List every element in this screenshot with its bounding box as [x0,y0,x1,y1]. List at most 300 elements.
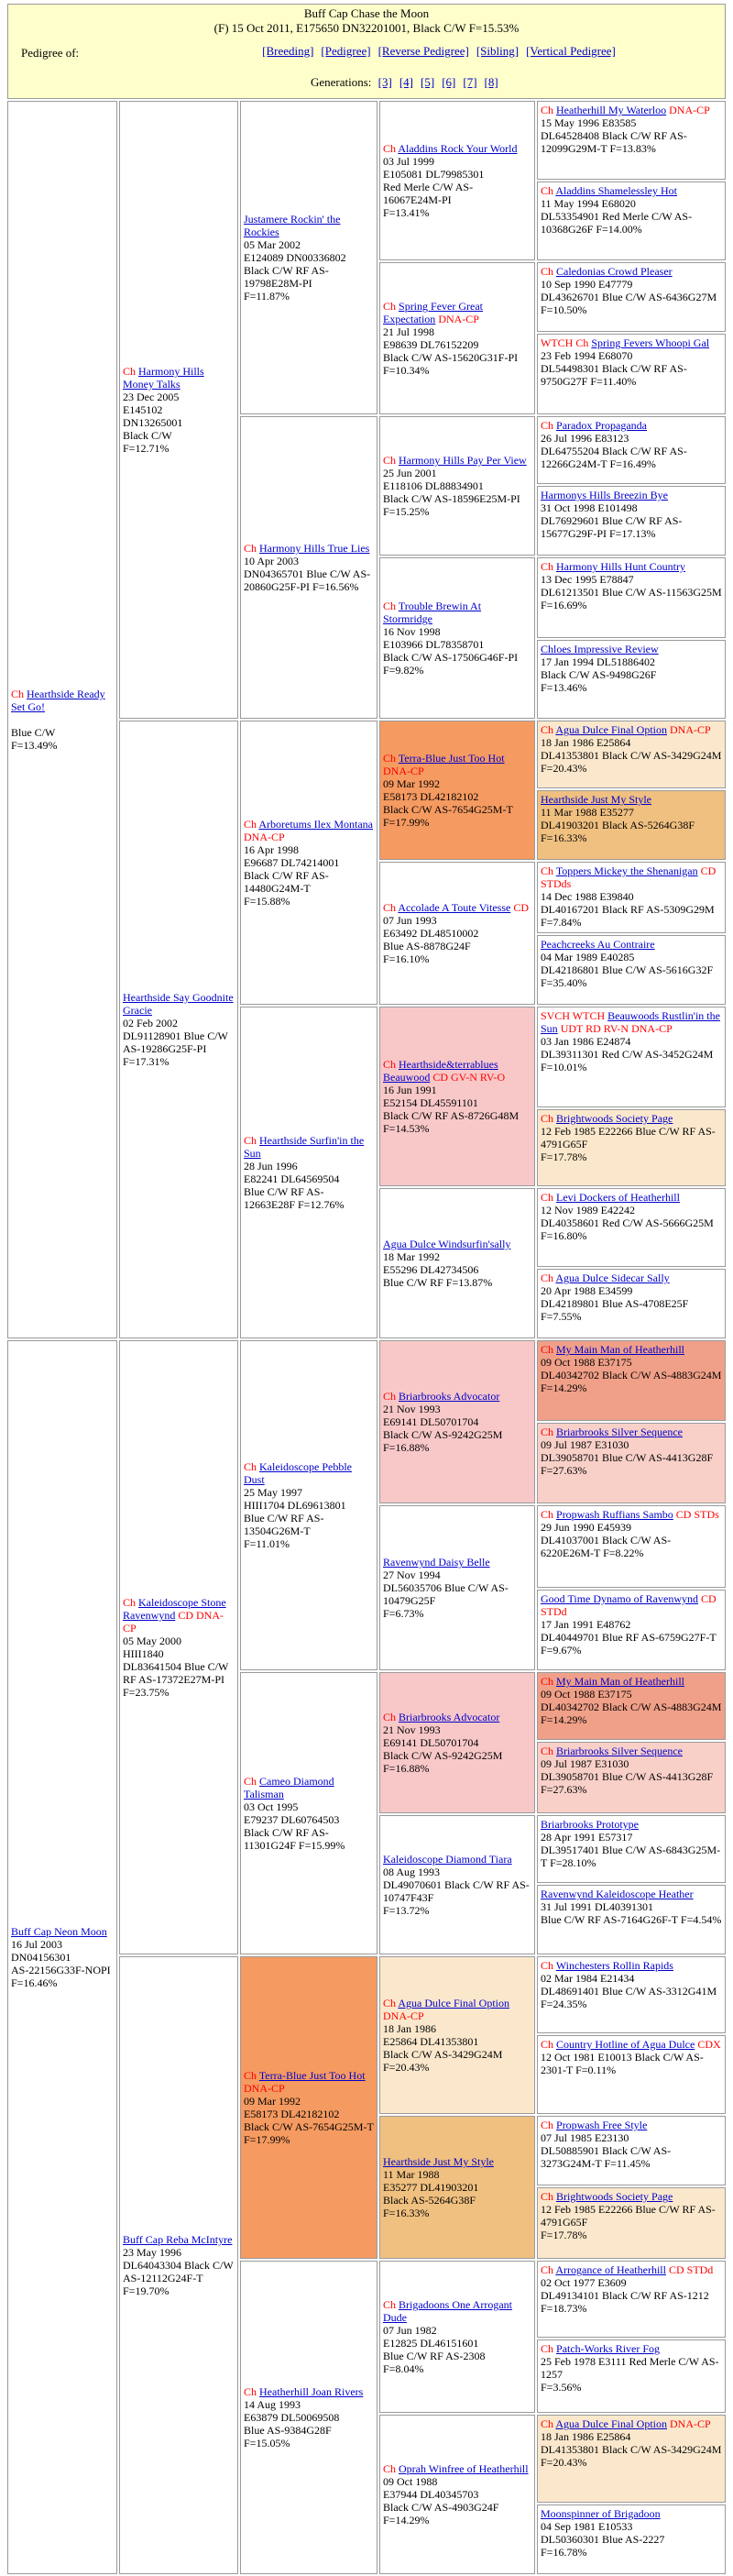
dog-name-link[interactable]: Oprah Winfree of Heatherhill [399,2462,529,2475]
dog-name-link[interactable]: Trouble Brewin At Stormridge [383,600,482,625]
dog-name-link[interactable]: Winchesters Rollin Rapids [555,1959,673,1972]
pedigree-cell [537,2339,726,2413]
dog-name-line [541,489,722,501]
dog-detail-line: 26 Jul 1996 E83123 [541,432,629,445]
dog-detail-line: 09 Mar 1992 [244,2095,301,2108]
dog-name-line [541,1745,722,1757]
dog-detail-line: DL64755204 Black C/W RF AS-12266G24M-T F=16.49% [541,445,687,470]
dog-name-link[interactable]: Accolade A Toute Vitesse [398,901,511,914]
dog-detail-line: 25 Feb 1978 E3111 Red Merle C/W AS-1257 [541,2355,719,2381]
dog-detail-line [11,713,114,726]
dog-detail-line: 02 Mar 1984 E21434 [541,1972,635,1985]
dog-name-line [541,643,722,655]
dog-name-line [541,2507,722,2520]
dog-detail-line: DL39311301 Red C/W AS-3452G24M F=10.01% [541,1048,714,1073]
pedigree-cell [7,1340,117,2574]
champion-prefix: SVCH WTCH [541,1009,606,1022]
dog-name-link[interactable]: Hearthside&terrablues Beauwood [383,1058,498,1084]
dog-name-link[interactable]: Hearthside Ready Set Go! [11,688,105,713]
dog-name-line [244,542,374,555]
dog-name-link[interactable]: Briarbrooks Silver Sequence [556,1426,683,1438]
champion-prefix: Ch [383,600,397,612]
dog-title-suffix: DNA-CP [244,2082,285,2095]
dog-name-link[interactable]: Agua Dulce Sidecar Sally [555,1271,670,1284]
dog-detail-line: 16 Jun 1991 [383,1084,437,1096]
pedigree-cell [537,486,726,556]
champion-prefix: Ch [383,1058,397,1071]
dog-name-line [383,1390,531,1403]
generation-3-link[interactable]: [3] [377,75,392,89]
champion-prefix: Ch [541,1112,554,1125]
dog-name-link[interactable]: Agua Dulce Final Option [555,723,668,736]
dog-name-link[interactable]: Briarbrooks Advocator [399,1390,500,1403]
dog-detail-line: 10 Sep 1990 E47779 [541,278,633,291]
dog-name-line [541,1508,722,1521]
dog-detail-line: F=15.25% [383,505,430,518]
dog-name-line [383,901,531,914]
champion-prefix: Ch [541,1426,554,1438]
champion-prefix: Ch [383,1997,397,2009]
pedigree-cell [537,262,726,332]
dog-detail-line: Black AS-5264G38F [383,2194,476,2207]
dog-name-line [541,938,722,951]
dog-detail-line: DL41353801 Black C/W AS-3429G24M F=20.43% [541,2443,722,2469]
dog-name-link[interactable]: Propwash Ruffians Sambo [556,1508,673,1521]
champion-prefix: Ch [541,1271,554,1284]
dog-name-line [541,336,722,349]
dog-name-link[interactable]: Spring Fever Great Expectation [383,300,483,325]
dog-detail-line: DN04365701 Blue C/W AS-20860G25F-PI F=16.56% [244,567,371,593]
dog-name-link[interactable]: Ravenwynd Kaleidoscope Heather [541,1888,694,1900]
pedigree-cell [379,416,535,556]
dog-name-link[interactable]: Kaleidoscope Stone Ravenwynd [123,1596,226,1622]
dog-name-link[interactable]: Ravenwynd Daisy Belle [383,1556,490,1569]
pedigree-cell [537,1188,726,1267]
pedigree-cell [537,2187,726,2259]
dog-name-line [541,2190,722,2203]
dog-name-link[interactable]: Harmony Hills Pay Per View [399,454,527,467]
dog-name-line [541,2417,722,2430]
dog-name-link[interactable]: Harmonys Hills Breezin Bye [541,489,668,501]
dog-name-link[interactable]: Cameo Diamond Talisman [244,1775,334,1800]
champion-prefix: Ch [383,2298,397,2311]
dog-name-link[interactable]: Harmony Hills Hunt Country [556,560,686,573]
pedigree-cell [379,1505,535,1670]
dog-detail-line: F=12.71% [123,442,170,455]
pedigree-cell [537,935,726,1005]
pedigree-cell [379,1672,535,1813]
dog-name-line [244,1134,374,1160]
dog-detail-line: 16 Nov 1998 [383,625,441,638]
dog-detail-line: 09 Oct 1988 E37175 [541,1356,632,1369]
pedigree-cell [379,2261,535,2413]
dog-detail-line: F=17.99% [244,2133,290,2146]
dog-detail-line: DL40167201 Black RF AS-5309G29M F=7.84% [541,903,715,929]
dog-name-link[interactable]: Briarbrooks Advocator [399,1711,500,1723]
pedigree-cell [240,101,377,414]
dog-detail-line: 25 Jun 2001 [383,467,437,479]
dog-detail-line: DL53354901 Red Merle C/W AS-10368G26F F=14.00% [541,210,693,236]
dog-detail-line: DL41037001 Black C/W AS-6220E26M-T F=8.22% [541,1534,672,1559]
dog-detail-line: 03 Oct 1995 [244,1800,299,1813]
dog-detail-line: F=8.04% [383,2362,424,2375]
dog-name-link[interactable]: Agua Dulce Final Option [555,2417,668,2430]
dog-name-line [541,104,722,116]
dog-detail-line: F=15.88% [244,895,290,908]
dog-detail-line: 09 Jul 1987 E31030 [541,1757,629,1770]
dog-name-link[interactable]: Spring Fevers Whoopi Gal [591,336,710,349]
dog-name-line [541,1009,722,1035]
champion-prefix: Ch [541,1508,554,1521]
pedigree-cell [537,1269,726,1338]
dog-name-link[interactable]: Heatherhill Joan Rivers [259,2385,364,2398]
pedigree-cell [537,182,726,260]
dog-name-link[interactable]: Agua Dulce Final Option [398,1997,510,2009]
champion-prefix: Ch [383,1390,397,1403]
pedigree-cell [240,1340,377,1670]
dog-detail-line: 07 Jun 1982 [383,2324,437,2337]
dog-detail-line: 23 May 1996 [123,2246,181,2259]
dog-name-link[interactable]: Hearthside Just My Style [383,2155,494,2168]
dog-name-link[interactable]: Briarbrooks Prototype [541,1818,639,1831]
champion-prefix: Ch [541,723,554,736]
pedigree-cell [537,1505,726,1588]
champion-prefix: Ch [541,265,554,278]
pedigree-cell [537,1007,726,1107]
dog-detail-line: 07 Jul 1985 E23130 [541,2131,629,2144]
dog-name-line [541,723,722,736]
dog-name-line [541,2038,722,2051]
dog-name-link[interactable]: My Main Man of Heatherhill [556,1343,684,1356]
dog-name-line [244,2385,374,2398]
dog-detail-line: F=16.78% [541,2546,587,2559]
dog-name-line [541,1592,722,1618]
dog-detail-line: 21 Jul 1998 [383,325,435,338]
dog-detail-line: Black C/W AS-7654G25M-T [244,2120,374,2133]
dog-name-line [541,560,722,573]
dog-name-link[interactable]: Propwash Free Style [556,2119,648,2131]
pedigree-cell [537,2116,726,2185]
dog-detail-line: 03 Jan 1986 E24874 [541,1035,631,1048]
dog-name-link[interactable]: Chloes Impressive Review [541,643,659,655]
generation-8-link[interactable]: [8] [484,75,498,89]
pedigree-cell [240,416,377,719]
champion-prefix: Ch [123,1596,137,1609]
dog-name-link[interactable]: Kaleidoscope Pebble Dust [244,1460,352,1486]
pedigree-header [7,4,726,99]
generations-selector [311,76,502,89]
dog-name-link[interactable]: My Main Man of Heatherhill [556,1675,684,1688]
dog-name-link[interactable]: Country Hotline of Agua Dulce [556,2038,695,2051]
dog-name-line [541,1426,722,1438]
pedigree-cell [537,557,726,638]
dog-detail-line: DL41903201 Black AS-5264G38F F=16.33% [541,819,695,844]
dog-name-link[interactable]: Kaleidoscope Diamond Tiara [383,1853,512,1866]
dog-detail-line: Black C/W AS-18596E25M-PI [383,492,520,505]
dog-detail-line: 20 Apr 1988 E34599 [541,1284,633,1297]
dog-detail-line: F=11.87% [244,290,290,303]
dog-detail-line: DL39058701 Blue C/W AS-4413G28F F=27.63% [541,1770,714,1796]
dog-detail-line: 25 May 1997 [244,1486,302,1499]
champion-prefix: Ch [541,864,554,877]
dog-detail-line: DL61213501 Blue C/W AS-11563G25M F=16.69% [541,586,722,611]
pedigree-link[interactable]: [Pedigree] [321,44,371,58]
champion-prefix: Ch [11,688,25,700]
dog-name-link[interactable]: Brightwoods Society Page [556,1112,673,1125]
dog-name-line [541,1112,722,1125]
champion-prefix: Ch [541,419,554,432]
sibling-link[interactable]: [Sibling] [476,44,520,58]
pedigree-cell [379,101,535,260]
dog-title-suffix: UDT RD RV-N DNA-CP [560,1022,673,1035]
dog-name-line [123,1596,235,1635]
dog-detail-line: DL64528408 Black C/W RF AS-12099G29M-T F=13.83% [541,129,687,155]
dog-name-link[interactable]: Harmony Hills True Lies [259,542,370,555]
dog-title-suffix: DNA-CP [438,313,479,325]
dog-detail-line: DL42189801 Blue AS-4708E25F F=7.55% [541,1297,689,1323]
dog-detail-line: Blue AS-9384G28F [244,2424,332,2437]
dog-name-line [244,818,374,843]
dog-detail-line: E58173 DL42182102 [383,790,479,803]
dog-name-link[interactable]: Good Time Dynamo of Ravenwynd [541,1592,698,1605]
dog-detail-line: E58173 DL42182102 [244,2108,340,2120]
dog-detail-line: Black C/W RF AS-11301G24F F=15.99% [244,1826,345,1852]
dog-name-link[interactable]: Beauwoods Rustlin'in the Sun [541,1009,720,1035]
dog-name-line [541,419,722,432]
dog-name-link[interactable]: Heatherhill My Waterloo [556,104,667,116]
dog-name-line [383,2155,531,2168]
dog-name-line [541,2342,722,2355]
dog-detail-line: 12 Feb 1985 E22266 Blue C/W RF AS-4791G65F [541,1125,716,1150]
dog-name-line [383,1238,531,1250]
dog-detail-line: Black C/W AS-3429G24M F=20.43% [383,2048,503,2074]
dog-name-line [541,184,722,197]
champion-prefix: Ch [383,1711,397,1723]
dog-detail-line: 17 Jan 1994 DL51886402 [541,655,655,668]
dog-name-line [244,2069,374,2095]
generations-label: Generations: [311,75,372,89]
dog-detail-line: F=19.70% [123,2284,170,2297]
dog-name-link[interactable]: Buff Cap Neon Moon [11,1925,107,1938]
dog-name-line [541,1888,722,1900]
pedigree-cell [537,1815,726,1883]
pedigree-cell [537,1109,726,1186]
champion-prefix: Ch [541,1191,554,1204]
champion-prefix: Ch [244,1134,257,1147]
dog-detail-line: 18 Jan 1986 [383,2022,436,2035]
dog-detail-line: E103966 DL78358701 [383,638,485,651]
dog-name-link[interactable]: Moonspinner of Brigadoon [541,2507,661,2520]
dog-detail-line: 31 Oct 1998 E101498 [541,501,638,514]
dog-detail-line: E63492 DL48510002 [383,927,479,940]
champion-prefix: Ch [541,2342,554,2355]
dog-detail-line: Black C/W RF AS-14480G24M-T [244,869,329,895]
dog-name-line [244,213,374,238]
pedigree-cell [537,790,726,860]
dog-detail-line: 21 Nov 1993 [383,1723,441,1736]
dog-name-link[interactable]: Brightwoods Society Page [556,2190,673,2203]
dog-name-line [541,1818,722,1831]
pedigree-cell [537,1672,726,1740]
dog-detail-line: DL41353801 Black C/W AS-3429G24M F=20.43% [541,749,722,775]
dog-name-link[interactable]: Aladdins Shamelessley Hot [555,184,678,197]
dog-detail-line: E118106 DL88834901 [383,479,484,492]
reverse-pedigree-link[interactable]: [Reverse Pedigree] [377,44,469,58]
dog-detail-line: 23 Dec 2005 [123,391,180,403]
dog-detail-line: E25864 DL41353801 [383,2035,479,2048]
dog-name-link[interactable]: Aladdins Rock Your World [398,142,518,155]
generation-6-link[interactable]: [6] [442,75,456,89]
dog-name-line [383,1997,531,2022]
dog-detail-line: F=13.41% [383,206,430,219]
champion-prefix: Ch [244,1775,257,1788]
pedigree-cell [379,1007,535,1186]
dog-name-line [383,1853,531,1866]
dog-detail-line: DL54498301 Black C/W RF AS-9750G27F F=11.40% [541,362,687,388]
dog-detail-line: DL50360301 Blue AS-2227 [541,2533,665,2546]
dog-name-link[interactable]: Patch-Works River Fog [556,2342,661,2355]
generation-4-link[interactable]: [4] [399,75,414,89]
dog-detail-line: DL43626701 Blue C/W AS-6436G27M F=10.50% [541,291,717,316]
dog-detail-line: 08 Aug 1993 [383,1866,441,1878]
dog-detail-line: 03 Jul 1999 [383,155,435,168]
dog-name-link[interactable]: Caledonias Crowd Pleaser [556,265,673,278]
report-links [201,45,677,58]
dog-detail-line: HIII1840 [123,1647,164,1660]
pedigree-cell [537,2504,726,2574]
dog-detail-line: Black C/W AS-9242G25M F=16.88% [383,1428,503,1454]
dog-detail-line: DL48691401 Blue C/W AS-3312G41M F=24.35% [541,1985,717,2010]
pedigree-cell [537,2415,726,2503]
dog-detail-line: DL83641504 Blue C/W RF AS-17372E27M-PI [123,1660,229,1686]
pedigree-of-label: Pedigree of: [21,46,80,60]
dog-detail-line: 31 Jul 1991 DL40391301 [541,1900,653,1913]
dog-detail-line: 18 Mar 1992 [383,1250,440,1263]
dog-name-line [123,2233,235,2246]
dog-detail-line: DL39517401 Blue C/W AS-6843G25M-T F=28.10% [541,1844,721,1869]
dog-name-link[interactable]: Terra-Blue Just Too Hot [398,752,505,765]
champion-prefix: Ch [383,752,397,765]
dog-detail-line: 11 Mar 1988 [383,2168,440,2181]
breeding-link[interactable]: [Breeding] [262,44,314,58]
champion-prefix: WTCH Ch [541,336,589,349]
dog-title-suffix: DNA-CP [670,723,711,736]
dog-title-suffix: DNA-CP [383,765,424,777]
champion-prefix: Ch [541,2417,554,2430]
pedigree-cell [240,721,377,1005]
dog-detail-line: E63879 DL50069508 [244,2411,340,2424]
dog-name-line [123,991,235,1017]
pedigree-cell [379,262,535,414]
pedigree-cell [537,2261,726,2338]
dog-detail-line: 14 Aug 1993 [244,2398,301,2411]
pedigree-cell [379,721,535,860]
dog-name-line [541,1191,722,1204]
generation-7-link[interactable]: [7] [463,75,477,89]
generation-5-link[interactable]: [5] [421,75,435,89]
dog-name-line [541,793,722,806]
dog-detail-line: 15 May 1996 E83585 [541,116,637,129]
pedigree-cell [7,101,117,1338]
dog-detail-line: Black C/W RF AS-8726G48M F=14.53% [383,1109,520,1135]
dog-detail-line: 16 Apr 1998 [244,843,299,856]
pedigree-cell [537,2035,726,2114]
dog-name-line [383,1556,531,1569]
dog-title-suffix: CD STDds [541,864,717,890]
dog-name-link[interactable]: Agua Dulce Windsurfin'sally [383,1238,511,1250]
dog-detail-line: E35277 DL41903201 [383,2181,479,2194]
dog-name-line [244,1775,374,1800]
vertical-pedigree-link[interactable]: [Vertical Pedigree] [526,44,616,58]
dog-name-link[interactable]: Briarbrooks Silver Sequence [556,1745,683,1757]
dog-name-link[interactable]: Justamere Rockin' the Rockies [244,213,341,238]
dog-detail-line: 23 Feb 1994 E68070 [541,349,633,362]
dog-name-link[interactable]: Arrogance of Heatherhill [555,2263,666,2276]
dog-detail-line: F=17.78% [541,2229,587,2241]
dog-detail-line: 28 Apr 1991 E57317 [541,1831,633,1844]
dog-name-line [541,2119,722,2131]
dog-detail-line: F=11.01% [244,1537,290,1550]
dog-name-link[interactable]: Toppers Mickey the Shenanigan [555,864,698,877]
dog-name-link[interactable]: Brigadoons One Arrogant Dude [383,2298,512,2324]
dog-name-link[interactable]: Hearthside Just My Style [541,793,651,806]
dog-detail-line: DL49134101 Black C/W RF AS-1212 F=18.73% [541,2289,709,2315]
pedigree-cell [379,862,535,1005]
dog-detail-line: 16 Jul 2003 [11,1938,63,1951]
dog-name-link[interactable]: Arboretums Ilex Montana [258,818,373,831]
pedigree-cell [379,557,535,719]
dog-detail-line: Red Merle C/W AS-16067E24M-PI [383,181,474,206]
champion-prefix: Ch [244,542,257,555]
dog-title-suffix: CD STDs [675,1508,719,1521]
dog-detail-line: 28 Jun 1996 [244,1160,298,1172]
dog-name-link[interactable]: Paradox Propaganda [556,419,647,432]
pedigree-cell [537,101,726,180]
dog-detail-line: DL42186801 Blue C/W AS-5616G32F F=35.40% [541,963,714,989]
champion-prefix: Ch [383,901,397,914]
champion-prefix: Ch [383,300,397,313]
dog-title-suffix: CD [513,901,530,914]
dog-name-link[interactable]: Hearthside Surfin'in the Sun [244,1134,365,1160]
dog-name-link[interactable]: Peachcreeks Au Contraire [541,938,655,951]
champion-prefix: Ch [244,1460,257,1473]
dog-name-line [541,2263,722,2276]
dog-name-link[interactable]: Buff Cap Reba McIntyre [123,2233,233,2246]
dog-detail-line: E145102 [123,403,163,416]
pedigree-cell [537,721,726,788]
dog-detail-line: Black C/W AS-7654G25M-T F=17.99% [383,803,513,829]
dog-detail-line: F=3.56% [541,2381,582,2394]
pedigree-cell [240,1672,377,1954]
dog-title-suffix: CD STDd [541,1592,717,1618]
dog-title-suffix: CDX [697,2038,721,2051]
dog-detail-line: F=13.49% [11,739,58,752]
dog-detail-line: F=13.46% [541,681,587,694]
dog-detail-line: 09 Jul 1987 E31030 [541,1438,629,1451]
champion-prefix: Ch [383,2462,397,2475]
dog-detail-line: DL40342702 Black C/W AS-4883G24M F=14.29% [541,1369,722,1394]
dog-detail-line: E52154 DL45591101 [383,1096,478,1109]
pedigree-cell [379,1188,535,1338]
dog-name-link[interactable]: Terra-Blue Just Too Hot [258,2069,366,2082]
dog-name-link[interactable]: Levi Dockers of Heatherhill [556,1191,680,1204]
dog-name-link[interactable]: Harmony Hills Money Talks [123,365,204,391]
dog-name-link[interactable]: Hearthside Say Goodnite Gracie [123,991,234,1017]
dog-name-line [541,1959,722,1972]
pedigree-cell [537,862,726,933]
pedigree-cell [537,640,726,719]
dog-detail-line: 09 Mar 1992 [383,777,440,790]
